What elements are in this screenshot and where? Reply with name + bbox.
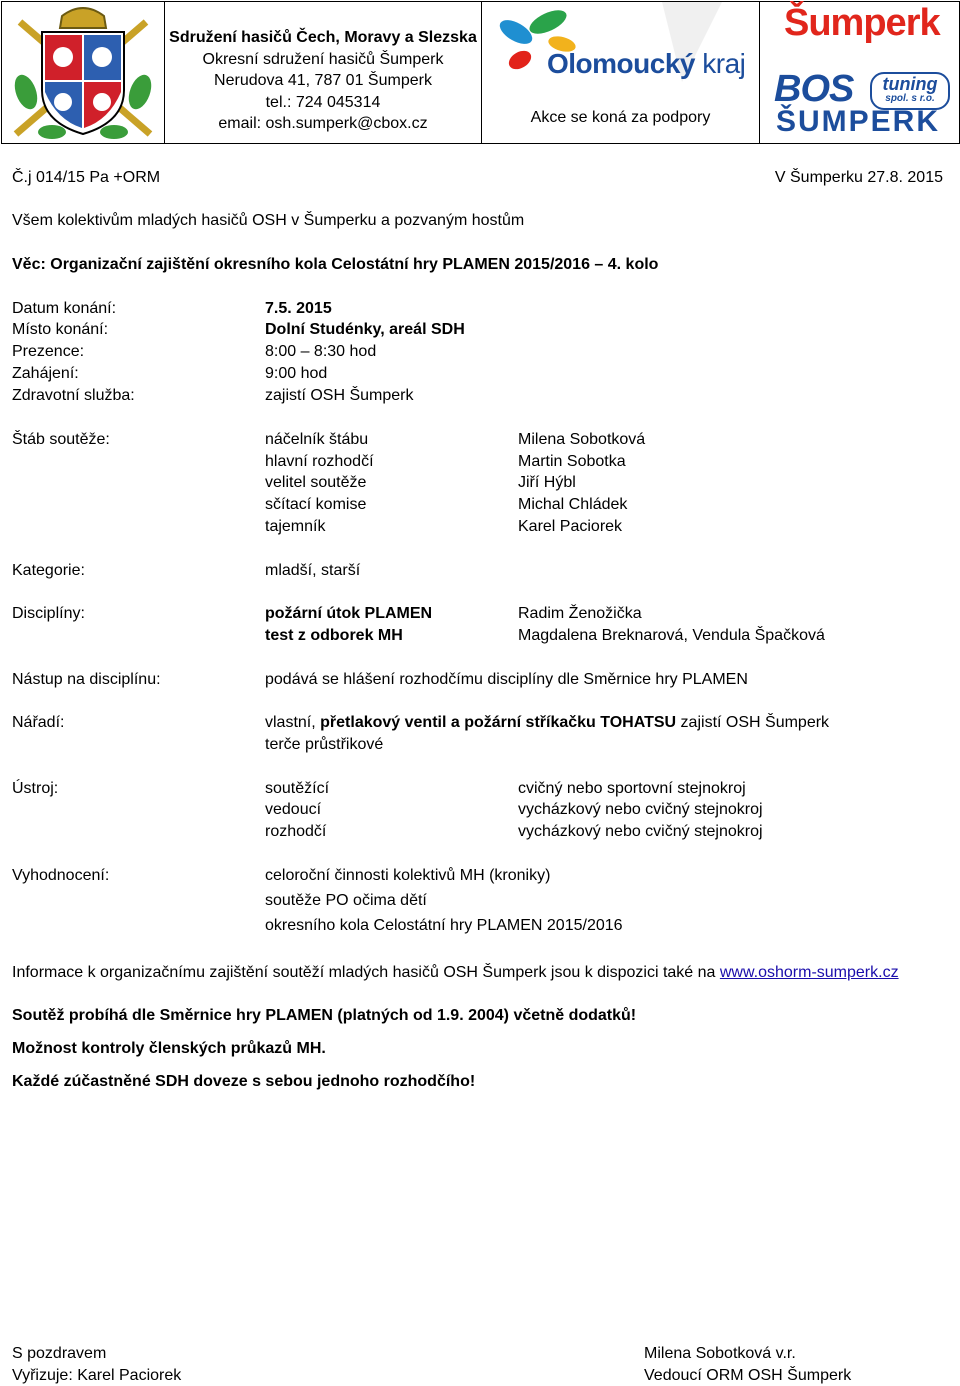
staff-role: náčelník štábu — [265, 431, 369, 448]
org-name: Sdružení hasičů Čech, Moravy a Slezska — [169, 29, 477, 46]
handled-by: Vyřizuje: Karel Paciorek — [12, 1367, 182, 1384]
staff-name: Karel Paciorek — [518, 518, 623, 535]
addressee: Všem kolektivům mladých hasičů OSH v Šumperku a pozvaným hostům — [12, 212, 525, 229]
staff-label: Štáb soutěže: — [12, 431, 110, 448]
staff-name: Martin Sobotka — [518, 453, 626, 470]
staff-role: velitel soutěže — [265, 474, 367, 491]
discipline-person: Radim Ženožička — [518, 605, 642, 622]
staff-role: hlavní rozhodčí — [265, 453, 374, 470]
region-logo-text-2: kraj — [702, 48, 746, 79]
medic-value: zajistí OSH Šumperk — [265, 387, 414, 404]
staff-name: Milena Sobotková — [518, 431, 646, 448]
info-line — [12, 964, 899, 982]
uniform-who: vedoucí — [265, 801, 322, 818]
date-value: 7.5. 2015 — [265, 300, 332, 317]
letterhead — [1, 1, 960, 144]
disciplines-label: Disciplíny: — [12, 605, 85, 622]
presence-value: 8:00 – 8:30 hod — [265, 343, 377, 360]
uniform-who: soutěžící — [265, 780, 330, 797]
start-label: Zahájení: — [12, 365, 79, 382]
uniform-label: Ústroj: — [12, 780, 59, 797]
org-address: Nerudova 41, 787 01 Šumperk — [214, 72, 432, 89]
presence-label: Prezence: — [12, 343, 85, 360]
organization-cell — [165, 2, 482, 143]
uniform-who: rozhodčí — [265, 823, 327, 840]
category-label: Kategorie: — [12, 562, 85, 579]
entry-value: podává se hlášení rozhodčímu disciplíny dle Směrnice hry PLAMEN — [265, 671, 748, 688]
staff-role: sčítací komise — [265, 496, 367, 513]
org-district: Okresní sdružení hasičů Šumperk — [202, 50, 444, 68]
greeting: S pozdravem — [12, 1345, 107, 1362]
fire-brigade-emblem-icon — [2, 2, 164, 143]
fire-brigade-emblem-cell — [2, 2, 165, 143]
entry-label: Nástup na disciplínu: — [12, 671, 161, 688]
start-value: 9:00 hod — [265, 365, 328, 382]
date-label: Datum konání: — [12, 300, 117, 317]
tuning-logo-text: tuning — [882, 74, 938, 94]
letter-date: V Šumperku 27.8. 2015 — [774, 169, 943, 186]
evaluation-label: Vyhodnocení: — [12, 867, 110, 884]
place-value: Dolní Studénky, areál SDH — [265, 321, 465, 338]
discipline-name: požární útok PLAMEN — [265, 605, 433, 622]
uniform-what: vycházkový nebo cvičný stejnokroj — [518, 823, 763, 840]
staff-role: tajemník — [265, 518, 326, 535]
membership-note: Možnost kontroly členských průkazů MH. — [12, 1040, 326, 1057]
equipment-line-1 — [265, 714, 829, 732]
bos-sumperk-logo-text: ŠUMPERK — [776, 105, 941, 138]
uniform-what: cvičný nebo sportovní stejnokroj — [518, 780, 746, 797]
evaluation-item: soutěže PO očima dětí — [265, 892, 427, 909]
website-link[interactable]: www.oshorm-sumperk.cz — [719, 964, 899, 981]
org-phone: tel.: 724 045314 — [265, 93, 381, 111]
discipline-name: test z odborek MH — [265, 627, 403, 644]
equipment-provided: přetlakový ventil a požární stříkačku TOHATSU — [320, 714, 677, 731]
category-value: mladší, starší — [265, 562, 361, 579]
uniform-what: vycházkový nebo cvičný stejnokroj — [518, 801, 763, 818]
place-label: Místo konání: — [12, 321, 109, 338]
sponsor-logo-cell — [760, 2, 959, 143]
org-email: email: osh.sumperk@cbox.cz — [218, 115, 428, 132]
equipment-label: Nářadí: — [12, 714, 65, 731]
staff-name: Michal Chládek — [518, 496, 628, 513]
region-logo-text: Olomoucký — [547, 48, 695, 79]
referee-note: Každé zúčastněné SDH doveze s sebou jednoho rozhodčího! — [12, 1073, 476, 1090]
evaluation-item: okresního kola Celostátní hry PLAMEN 2015/2016 — [265, 917, 623, 934]
reference-number: Č.j 014/15 Pa +ORM — [12, 169, 161, 186]
region-logo-cell — [482, 2, 760, 143]
bos-logo-text: BOS — [774, 68, 854, 110]
staff-name: Jiří Hýbl — [518, 474, 576, 491]
discipline-person: Magdalena Breknarová, Vendula Špačková — [518, 627, 825, 644]
subject: Věc: Organizační zajištění okresního kola Celostátní hry PLAMEN 2015/2016 – 4. kolo — [12, 256, 659, 273]
equipment-line-2: terče průstřikové — [265, 736, 384, 753]
support-text: Akce se koná za podpory — [530, 109, 711, 126]
evaluation-item: celoroční činnosti kolektivů MH (kroniky) — [265, 867, 551, 884]
signature-name: Milena Sobotková v.r. — [644, 1345, 796, 1362]
sumperk-city-logo: Šumperk — [784, 2, 940, 44]
medic-label: Zdravotní služba: — [12, 387, 135, 404]
rules-note: Soutěž probíhá dle Směrnice hry PLAMEN (platných od 1.9. 2004) včetně dodatků! — [12, 1007, 637, 1024]
signature-role: Vedoucí ORM OSH Šumperk — [644, 1367, 852, 1384]
equipment-own: vlastní, — [265, 714, 321, 731]
equipment-provider: zajistí OSH Šumperk — [676, 714, 830, 731]
tuning-logo-spol: spol. s r.o. — [885, 93, 935, 104]
info-text: Informace k organizačnímu zajištění soutěží mladých hasičů OSH Šumperk jsou k dispozici také na — [12, 964, 720, 981]
